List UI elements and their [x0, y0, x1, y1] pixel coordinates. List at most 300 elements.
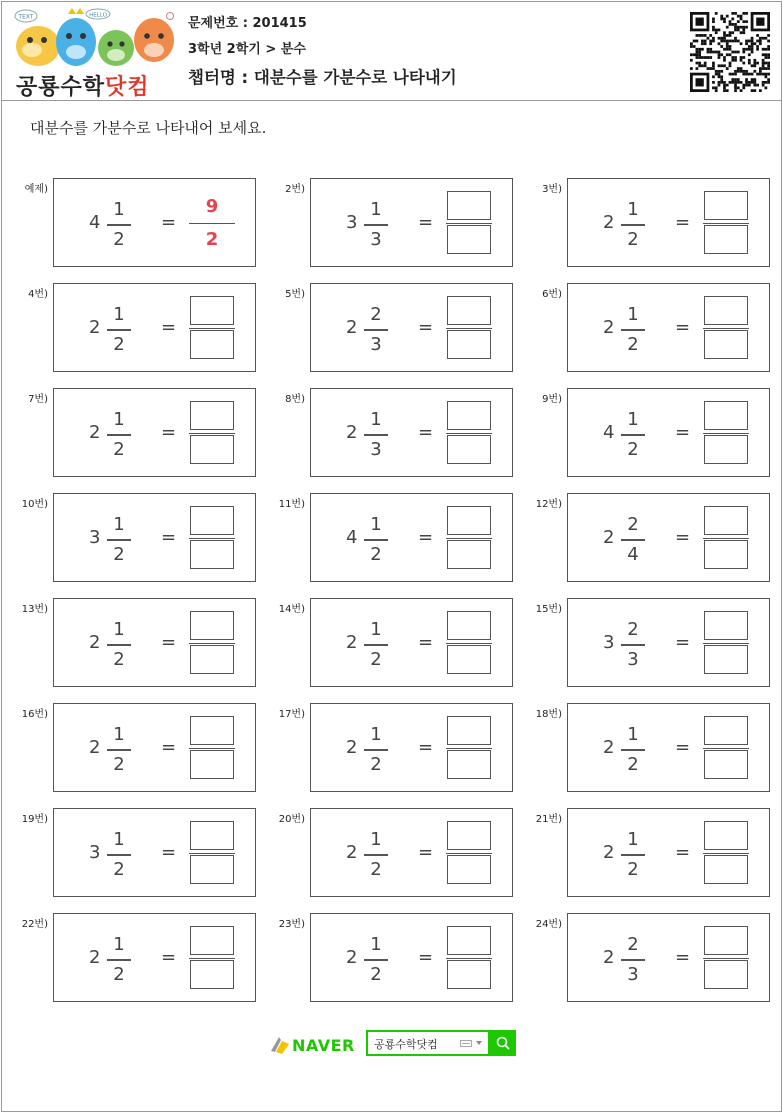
denominator: 2: [113, 439, 125, 460]
problem-card: [310, 178, 513, 267]
fraction-bar: [621, 854, 645, 856]
answer-denominator-box[interactable]: [704, 750, 748, 779]
whole-number: 2: [603, 212, 615, 233]
fraction: [107, 198, 131, 252]
whole-number: 2: [89, 947, 101, 968]
answer-fraction: [703, 189, 749, 257]
whole-number: 2: [346, 632, 358, 653]
problem-card: [53, 808, 256, 897]
fraction: [364, 933, 388, 987]
answer-numerator-box[interactable]: [190, 506, 234, 535]
denominator: 3: [370, 439, 382, 460]
answer-fraction: [189, 714, 235, 782]
answer-numerator-box[interactable]: [704, 611, 748, 640]
numerator: 1: [113, 514, 125, 535]
equals-sign: =: [418, 212, 434, 233]
search-field[interactable]: [366, 1030, 490, 1056]
problem-number: 문제번호 : 201415: [188, 16, 307, 31]
problem-cell: [0, 808, 258, 902]
problem-cell: [514, 493, 772, 587]
numerator: 2: [627, 514, 639, 535]
problem-label: 12번): [535, 499, 562, 510]
problem-cell: [0, 703, 258, 797]
fraction-bar: [107, 329, 131, 331]
equals-sign: =: [675, 527, 691, 548]
chapter-title: 챕터명 : 대분수를 가분수로 나타내기: [188, 68, 457, 87]
fraction: [621, 303, 645, 357]
answer-numerator-box[interactable]: [190, 611, 234, 640]
answer-numerator-box[interactable]: [704, 401, 748, 430]
denominator: 2: [113, 754, 125, 775]
problem-cell: [257, 808, 515, 902]
fraction: [107, 828, 131, 882]
problem-cell: [0, 178, 258, 272]
fraction: [364, 198, 388, 252]
whole-number: 2: [346, 422, 358, 443]
answer-fraction: [189, 399, 235, 467]
keyboard-icon[interactable]: [460, 1040, 472, 1047]
whole-number: 3: [603, 632, 615, 653]
answer-numerator-box[interactable]: [190, 926, 234, 955]
answer-denominator-box[interactable]: [190, 540, 234, 569]
answer-denominator-box[interactable]: [447, 645, 491, 674]
answer-fraction-bar: [703, 958, 749, 960]
answer-denominator-box[interactable]: [190, 855, 234, 884]
problem-card: [53, 178, 256, 267]
fraction-bar: [364, 224, 388, 226]
problem-label: 13번): [21, 604, 48, 615]
answer-numerator-box[interactable]: [190, 716, 234, 745]
answer-fraction: [189, 189, 235, 257]
fraction: [107, 933, 131, 987]
problem-cell: [257, 913, 515, 1007]
search-input[interactable]: 공룡수학닷컴: [374, 1038, 438, 1051]
equals-sign: =: [161, 422, 177, 443]
problem-label: 7번): [28, 394, 48, 405]
problem-label: 8번): [285, 394, 305, 405]
answer-fraction-bar: [446, 328, 492, 330]
fraction: [107, 723, 131, 777]
problem-label: 예제): [24, 184, 48, 195]
problem-label: 6번): [542, 289, 562, 300]
equals-sign: =: [418, 422, 434, 443]
whole-number: 3: [89, 527, 101, 548]
answer-fraction: [189, 294, 235, 362]
answer-fraction: [189, 609, 235, 677]
problem-label: 10번): [21, 499, 48, 510]
answer-fraction: [446, 609, 492, 677]
answer-fraction-bar: [189, 328, 235, 330]
answer-denominator-box[interactable]: [190, 750, 234, 779]
denominator: 2: [627, 754, 639, 775]
problem-label: 20번): [278, 814, 305, 825]
answer-fraction-bar: [703, 538, 749, 540]
fraction: [364, 618, 388, 672]
problem-label: 21번): [535, 814, 562, 825]
answer-numerator-box[interactable]: [704, 926, 748, 955]
problem-label: 5번): [285, 289, 305, 300]
answer-numerator-box[interactable]: [447, 821, 491, 850]
fraction: [107, 408, 131, 462]
fraction: [364, 723, 388, 777]
equals-sign: =: [161, 737, 177, 758]
problem-cell: [0, 598, 258, 692]
fraction-bar: [107, 539, 131, 541]
problem-card: [53, 283, 256, 372]
problem-label: 14번): [278, 604, 305, 615]
answer-denominator-box[interactable]: [447, 330, 491, 359]
answer-fraction-bar: [703, 748, 749, 750]
equals-sign: =: [161, 842, 177, 863]
fraction-bar: [621, 539, 645, 541]
equals-sign: =: [161, 317, 177, 338]
fraction: [621, 828, 645, 882]
answer-fraction: [189, 924, 235, 992]
logo-bubble-2: HELLO: [89, 12, 107, 19]
answer-denominator-box[interactable]: [704, 435, 748, 464]
problem-cell: [257, 388, 515, 482]
problem-card: [310, 283, 513, 372]
numerator: 1: [370, 409, 382, 430]
whole-number: 2: [89, 317, 101, 338]
fraction: [621, 618, 645, 672]
denominator: 2: [627, 229, 639, 250]
answer-numerator-box[interactable]: [190, 296, 234, 325]
denominator: 2: [627, 334, 639, 355]
answer-numerator-box[interactable]: [447, 716, 491, 745]
answer-fraction-bar: [703, 328, 749, 330]
problem-label: 16번): [21, 709, 48, 720]
answer-denominator-box[interactable]: [447, 435, 491, 464]
fraction-bar: [621, 434, 645, 436]
answer-fraction: [703, 714, 749, 782]
fraction: [621, 723, 645, 777]
equals-sign: =: [675, 212, 691, 233]
whole-number: 2: [603, 527, 615, 548]
answer-denominator: 2: [205, 229, 219, 250]
numerator: 1: [370, 724, 382, 745]
answer-fraction: [446, 819, 492, 887]
problem-cell: [257, 598, 515, 692]
fraction-bar: [107, 854, 131, 856]
answer-denominator-box[interactable]: [190, 960, 234, 989]
answer-numerator-box[interactable]: [704, 821, 748, 850]
grade-breadcrumb: 3학년 2학기 > 분수: [188, 42, 306, 57]
answer-denominator-box[interactable]: [704, 540, 748, 569]
numerator: 1: [627, 829, 639, 850]
equals-sign: =: [418, 632, 434, 653]
numerator: 1: [627, 409, 639, 430]
problem-label: 17번): [278, 709, 305, 720]
equals-sign: =: [161, 632, 177, 653]
answer-numerator-box[interactable]: [447, 401, 491, 430]
answer-fraction: [446, 714, 492, 782]
naver-brand-text: NAVER: [292, 1036, 355, 1055]
denominator: 2: [627, 439, 639, 460]
whole-number: 2: [346, 842, 358, 863]
answer-numerator-box[interactable]: [190, 821, 234, 850]
problem-card: [310, 808, 513, 897]
problem-cell: [257, 493, 515, 587]
problem-card: [567, 388, 770, 477]
denominator: 2: [370, 964, 382, 985]
equals-sign: =: [161, 527, 177, 548]
problem-label: 19번): [21, 814, 48, 825]
equals-sign: =: [418, 842, 434, 863]
fraction: [364, 828, 388, 882]
naver-search-bar: [268, 1030, 516, 1058]
answer-fraction: [446, 399, 492, 467]
answer-fraction-bar: [189, 538, 235, 540]
fraction: [364, 303, 388, 357]
answer-denominator-box[interactable]: [704, 960, 748, 989]
answer-denominator-box[interactable]: [704, 855, 748, 884]
fraction-bar: [107, 644, 131, 646]
answer-fraction: [703, 399, 749, 467]
whole-number: 2: [346, 737, 358, 758]
problem-cell: [514, 178, 772, 272]
problem-label: 18번): [535, 709, 562, 720]
whole-number: 2: [89, 632, 101, 653]
fraction-bar: [364, 749, 388, 751]
answer-denominator-box[interactable]: [704, 645, 748, 674]
whole-number: 4: [346, 527, 358, 548]
answer-fraction: [703, 294, 749, 362]
denominator: 2: [113, 964, 125, 985]
whole-number: 3: [346, 212, 358, 233]
fraction: [364, 513, 388, 567]
denominator: 2: [113, 334, 125, 355]
whole-number: 2: [346, 947, 358, 968]
fraction: [364, 408, 388, 462]
answer-numerator-box[interactable]: [447, 506, 491, 535]
equals-sign: =: [675, 317, 691, 338]
problem-cell: [514, 703, 772, 797]
denominator: 2: [113, 649, 125, 670]
denominator: 2: [113, 859, 125, 880]
equals-sign: =: [675, 422, 691, 443]
answer-fraction-bar: [446, 958, 492, 960]
dinosaur-mascots-icon: [12, 8, 177, 70]
numerator: 1: [627, 724, 639, 745]
problem-card: [567, 913, 770, 1002]
search-button[interactable]: [490, 1030, 516, 1056]
numerator: 2: [627, 934, 639, 955]
answer-denominator-box[interactable]: [447, 540, 491, 569]
problem-label: 3번): [542, 184, 562, 195]
fraction-bar: [364, 644, 388, 646]
answer-denominator-box[interactable]: [704, 330, 748, 359]
problem-cell: [257, 703, 515, 797]
problem-label: 4번): [28, 289, 48, 300]
fraction-bar: [107, 224, 131, 226]
answer-numerator-box[interactable]: [704, 191, 748, 220]
logo-accent-text: 닷컴: [105, 75, 150, 100]
equals-sign: =: [675, 842, 691, 863]
answer-numerator-box[interactable]: [447, 191, 491, 220]
fraction-bar: [107, 434, 131, 436]
fraction-bar: [364, 854, 388, 856]
problem-card: [310, 913, 513, 1002]
denominator: 2: [113, 544, 125, 565]
fraction-bar: [621, 329, 645, 331]
numerator: 1: [627, 304, 639, 325]
whole-number: 4: [603, 422, 615, 443]
answer-fraction-bar: [703, 433, 749, 435]
equals-sign: =: [161, 947, 177, 968]
problem-cell: [514, 283, 772, 377]
problem-card: [567, 178, 770, 267]
problem-cell: [0, 913, 258, 1007]
answer-fraction: [703, 819, 749, 887]
denominator: 4: [627, 544, 639, 565]
qr-code-icon[interactable]: [690, 12, 770, 92]
answer-fraction-bar: [189, 643, 235, 645]
numerator: 1: [370, 829, 382, 850]
header-divider: [1, 100, 782, 101]
search-icon: [490, 1030, 516, 1056]
equals-sign: =: [675, 947, 691, 968]
answer-denominator-box[interactable]: [704, 225, 748, 254]
answer-denominator-box[interactable]: [447, 960, 491, 989]
answer-denominator-box[interactable]: [447, 750, 491, 779]
whole-number: 3: [89, 842, 101, 863]
fraction: [621, 198, 645, 252]
problem-cell: [514, 598, 772, 692]
denominator: 2: [370, 754, 382, 775]
numerator: 1: [370, 934, 382, 955]
numerator: 1: [627, 199, 639, 220]
equals-sign: =: [418, 527, 434, 548]
fraction: [621, 933, 645, 987]
answer-fraction-bar: [446, 748, 492, 750]
fraction-bar: [621, 224, 645, 226]
problem-card: [53, 913, 256, 1002]
problem-card: [567, 598, 770, 687]
problem-label: 15번): [535, 604, 562, 615]
answer-fraction: [189, 504, 235, 572]
fraction: [621, 408, 645, 462]
numerator: 1: [113, 934, 125, 955]
denominator: 2: [113, 229, 125, 250]
logo: [12, 8, 177, 100]
whole-number: 2: [603, 737, 615, 758]
naver-logo: [268, 1032, 364, 1056]
problem-card: [53, 703, 256, 792]
answer-fraction: [189, 819, 235, 887]
problem-cell: [0, 493, 258, 587]
answer-numerator-box[interactable]: [704, 716, 748, 745]
logo-main-text: 공룡수학: [16, 75, 106, 100]
problem-card: [567, 283, 770, 372]
answer-fraction: [446, 504, 492, 572]
fraction: [621, 513, 645, 567]
numerator: 2: [370, 304, 382, 325]
answer-fraction-bar: [189, 223, 235, 225]
answer-fraction-bar: [703, 223, 749, 225]
answer-fraction: [703, 924, 749, 992]
logo-bubble-1: TEXT: [18, 13, 34, 21]
answer-fraction-bar: [189, 433, 235, 435]
equals-sign: =: [675, 632, 691, 653]
answer-numerator: 9: [205, 196, 219, 217]
answer-fraction-bar: [446, 538, 492, 540]
problem-label: 23번): [278, 919, 305, 930]
problem-card: [53, 388, 256, 477]
denominator: 3: [370, 334, 382, 355]
problem-cell: [0, 388, 258, 482]
equals-sign: =: [418, 317, 434, 338]
problem-card: [310, 703, 513, 792]
answer-denominator-box[interactable]: [447, 225, 491, 254]
problem-label: 22번): [21, 919, 48, 930]
answer-numerator-box[interactable]: [190, 401, 234, 430]
answer-fraction-bar: [446, 643, 492, 645]
fraction-bar: [621, 749, 645, 751]
numerator: 1: [370, 514, 382, 535]
answer-denominator-box[interactable]: [447, 855, 491, 884]
answer-numerator-box[interactable]: [704, 296, 748, 325]
answer-fraction-bar: [189, 748, 235, 750]
problem-cell: [514, 808, 772, 902]
numerator: 1: [370, 199, 382, 220]
denominator: 2: [370, 544, 382, 565]
problem-card: [310, 388, 513, 477]
fraction-bar: [364, 434, 388, 436]
problem-card: [567, 703, 770, 792]
answer-numerator-box[interactable]: [447, 611, 491, 640]
numerator: 1: [113, 619, 125, 640]
numerator: 1: [113, 199, 125, 220]
problem-cell: [0, 283, 258, 377]
problem-label: 11번): [278, 499, 305, 510]
fraction-bar: [107, 749, 131, 751]
answer-denominator-box[interactable]: [190, 645, 234, 674]
denominator: 3: [370, 229, 382, 250]
answer-denominator-box[interactable]: [190, 330, 234, 359]
chevron-down-icon[interactable]: [476, 1041, 482, 1046]
fraction: [107, 513, 131, 567]
answer-fraction-bar: [703, 853, 749, 855]
denominator: 2: [370, 859, 382, 880]
fraction-bar: [621, 644, 645, 646]
problem-card: [567, 493, 770, 582]
whole-number: 2: [603, 947, 615, 968]
equals-sign: =: [675, 737, 691, 758]
answer-fraction: [446, 924, 492, 992]
answer-denominator-box[interactable]: [190, 435, 234, 464]
problem-cell: [514, 913, 772, 1007]
numerator: 1: [113, 409, 125, 430]
problem-card: [310, 598, 513, 687]
answer-fraction-bar: [189, 853, 235, 855]
naver-leaf-icon: [268, 1032, 292, 1056]
fraction-bar: [364, 329, 388, 331]
answer-numerator-box[interactable]: [704, 506, 748, 535]
answer-numerator-box[interactable]: [447, 926, 491, 955]
whole-number: 4: [89, 212, 101, 233]
fraction-bar: [364, 959, 388, 961]
answer-fraction: [703, 504, 749, 572]
fraction-bar: [364, 539, 388, 541]
problem-label: 24번): [535, 919, 562, 930]
answer-fraction-bar: [446, 433, 492, 435]
whole-number: 2: [89, 422, 101, 443]
answer-fraction-bar: [703, 643, 749, 645]
answer-numerator-box[interactable]: [447, 296, 491, 325]
whole-number: 2: [346, 317, 358, 338]
answer-fraction: [703, 609, 749, 677]
